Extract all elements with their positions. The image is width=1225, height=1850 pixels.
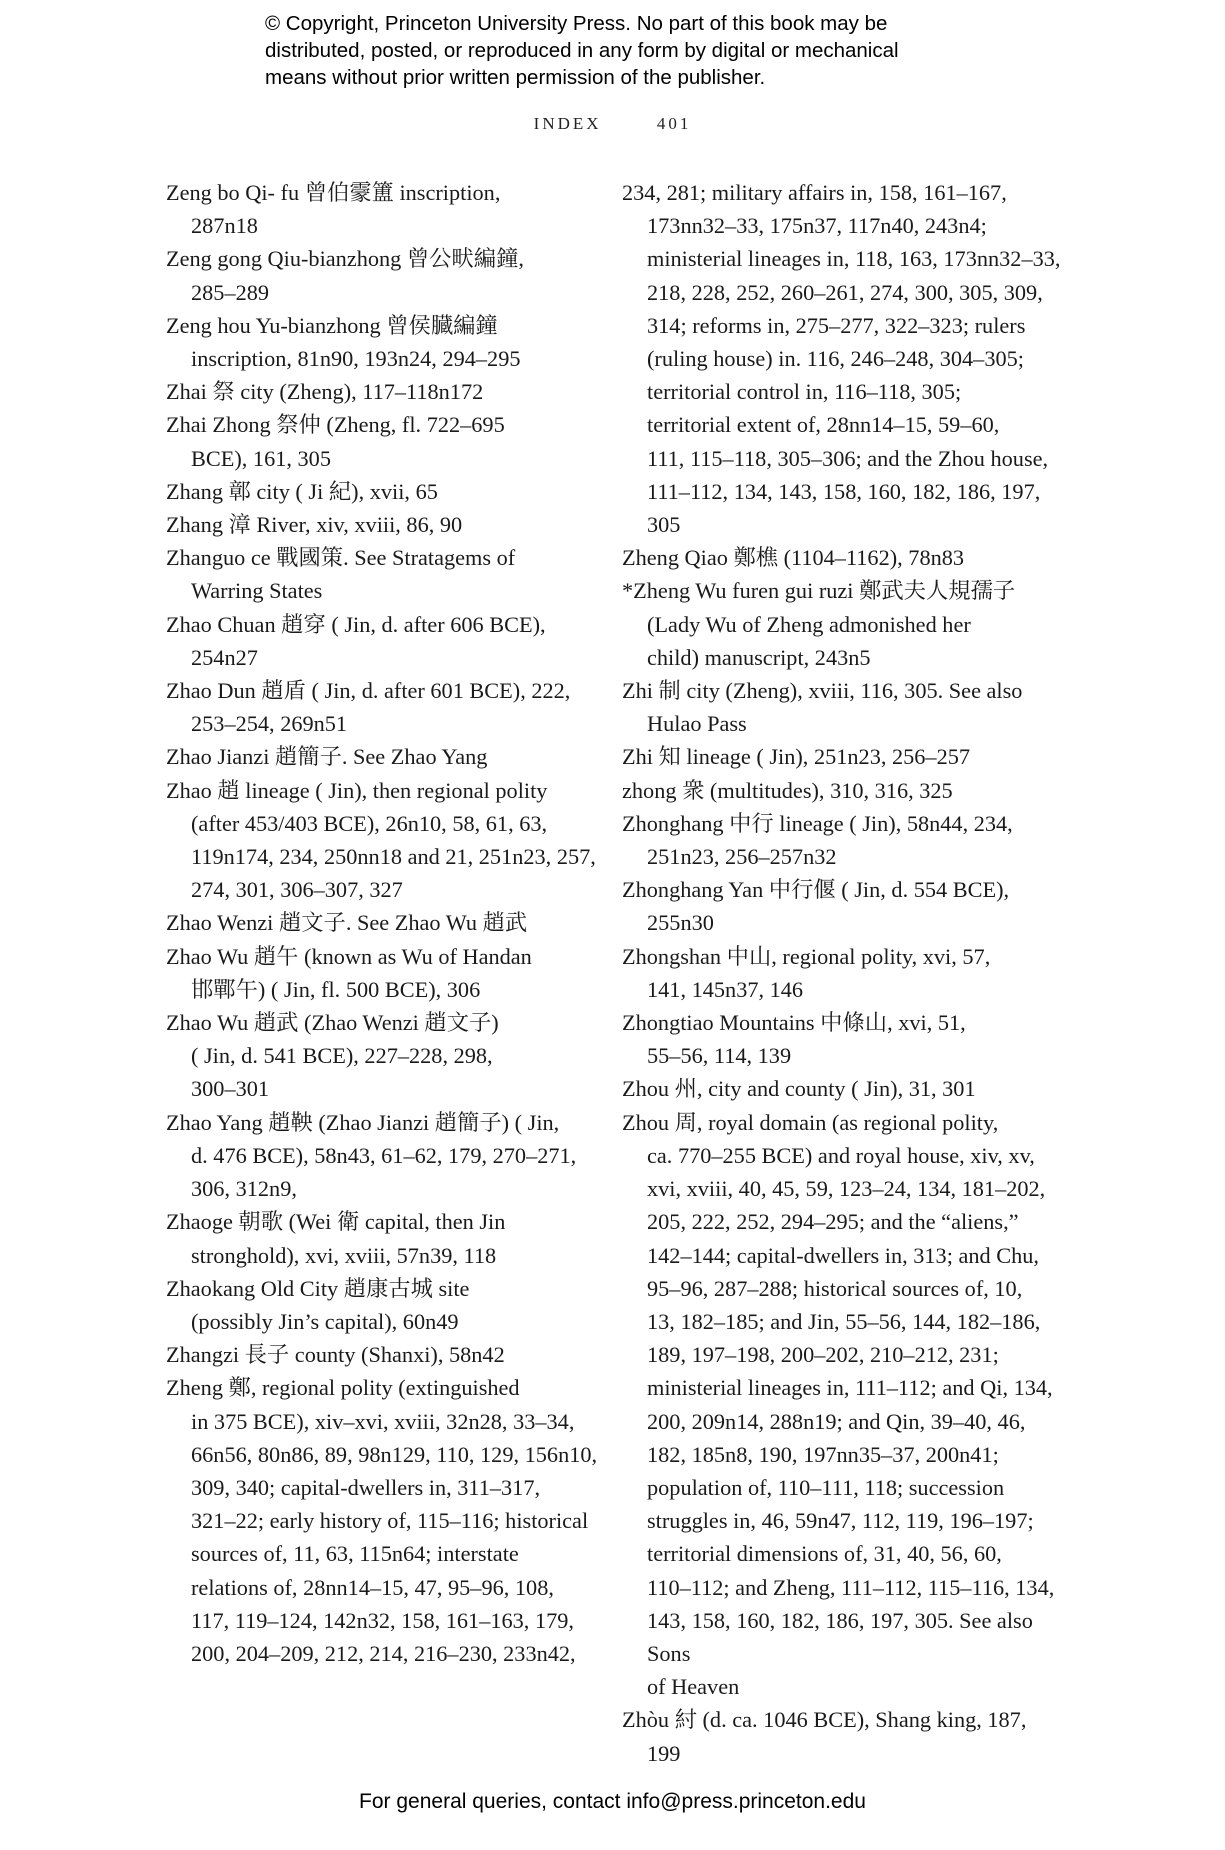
index-entry: Zheng 鄭, regional polity (extinguished in 375 BCE), xiv–xvi, xviii, 32n28, 33–34, 66n56, 80n86, 89, 98n129, 110, 129, 156n10, 309, 340; capital-dwellers in, 311–317, 321–22; early history of, 115–116; historical sources of, 11, 63, 115n64; interstate relations of, 28nn14–15, 47, 95–96, 108, 117, 119–124, 142n32, 158, 161–163, 179, 200, 204–209, 212, 214, 216–230, 233n42, [166, 1375, 598, 1666]
index-entry: Zhangzi 長子 county (Shanxi), 58n42 [166, 1342, 505, 1368]
copyright-line: © Copyright, Princeton University Press. No part of this book may be [265, 12, 888, 35]
index-column-right [622, 176, 1062, 1770]
index-entry: Zheng Qiao 鄭樵 (1104–1162), 78n83 [622, 545, 965, 571]
index-entry: Zhai 祭 city (Zheng), 117–118n172 [166, 379, 484, 405]
index-entry: Zeng hou Yu-bianzhong 曾侯臓編鐘 inscription, 81n90, 193n24, 294–295 [166, 312, 521, 372]
index-entry: Zhou 周, royal domain (as regional polity, ca. 770–255 BCE) and royal house, xiv, xv, xvi, xviii, 40, 45, 59, 123–24, 134, 181–202, 205, 222, 252, 294–295; and the “aliens,” 142–144; capital-dwellers in, 313; and Chu, 95–96, 287–288; historical sources of, 10, 13, 182–185; and Jin, 55–56, 144, 182–186, 189, 197–198, 200–202, 210–212, 231; ministerial lineages in, 111–112; and Qi, 134, 200, 209n14, 288n19; and Qin, 39–40, 46, 182, 185n8, 190, 197nn35–37, 200n41; population of, 110–111, 118; succession struggles in, 46, 59n47, 112, 119, 196–197; territorial dimensions of, 31, 40, 56, 60, 110–112; and Zheng, 111–112, 115–116, 134, 143, 158, 160, 182, 186, 197, 305. See also Sons of Heaven [622, 1109, 1055, 1700]
index-entry: zhong 衆 (multitudes), 310, 316, 325 [622, 777, 953, 803]
copyright-line: distributed, posted, or reproduced in any form by digital or mechanical [265, 39, 899, 62]
index-entry: Zhang 漳 River, xiv, xviii, 86, 90 [166, 512, 463, 538]
index-entry: Zhonghang Yan 中行偃 ( Jin, d. 554 BCE), 255n30 [622, 877, 1010, 936]
index-entry: Zhou 州, city and county ( Jin), 31, 301 [622, 1076, 976, 1102]
index-entry: Zhao Wu 趙武 (Zhao Wenzi 趙文子) ( Jin, d. 541 BCE), 227–228, 298, 300–301 [166, 1010, 499, 1102]
running-head-title: INDEX [533, 114, 602, 133]
index-entry-continued: 234, 281; military affairs in, 158, 161–167, 173nn32–33, 175n37, 117n40, 243n4; ministerial lineages in, 118, 163, 173nn32–33, 218, 228, 252, 260–261, 274, 300, 305, 309, 314; reforms in, 275–277, 322–323; rulers (ruling house) in. 116, 246–248, 304–305; territorial control in, 116–118, 305; territorial extent of, 28nn14–15, 59–60, 111, 115–118, 305–306; and the Zhou house, 111–112, 134, 143, 158, 160, 182, 186, 197, 305 [622, 180, 1061, 538]
index-entry: Zhaokang Old City 趙康古城 site (possibly Jin’s capital), 60n49 [166, 1275, 470, 1334]
index-entry: *Zheng Wu furen gui ruzi 鄭武夫人規孺子 (Lady Wu of Zheng admonished her child) manuscript, 243n5 [622, 578, 1016, 670]
index-entry: Zhaoge 朝歌 (Wei 衛 capital, then Jin stronghold), xvi, xviii, 57n39, 118 [166, 1209, 506, 1268]
index-entry: Zhao Dun 趙盾 ( Jin, d. after 601 BCE), 222, 253–254, 269n51 [166, 678, 571, 737]
index-entry: Zhonghang 中行 lineage ( Jin), 58n44, 234, 251n23, 256–257n32 [622, 810, 1013, 870]
copyright-line: means without prior written permission of the publisher. [265, 66, 766, 89]
index-entry: Zeng gong Qiu-bianzhong 曾公畎編鐘, 285–289 [166, 246, 524, 305]
index-entry: Zhongtiao Mountains 中條山, xvi, 51, 55–56, 114, 139 [622, 1010, 966, 1069]
index-entry: Zhòu 紂 (d. ca. 1046 BCE), Shang king, 187, 199 [622, 1707, 1027, 1766]
index-column-left [166, 176, 598, 1670]
index-entry: Zhai Zhong 祭仲 (Zheng, fl. 722–695 BCE), 161, 305 [166, 412, 505, 471]
copyright-notice [265, 10, 1025, 91]
index-entry: Zhao Chuan 趙穿 ( Jin, d. after 606 BCE), 254n27 [166, 611, 546, 670]
index-entry: Zeng bo Qi- fu 曾伯霥簠 inscription, 287n18 [166, 180, 501, 239]
index-entry: Zhi 制 city (Zheng), xviii, 116, 305. See also Hulao Pass [622, 678, 1023, 737]
index-entry: Zhang 鄣 city ( Ji 紀), xvii, 65 [166, 478, 438, 504]
index-entry: Zhao Jianzi 趙簡子. See Zhao Yang [166, 744, 488, 770]
index-entry: Zhi 知 lineage ( Jin), 251n23, 256–257 [622, 744, 971, 770]
index-entry: Zhao 趙 lineage ( Jin), then regional polity (after 453/403 BCE), 26n10, 58, 61, 63, 119n174, 234, 250nn18 and 21, 251n23, 257, 274, 301, 306–307, 327 [166, 777, 596, 903]
index-entry: Zhao Wenzi 趙文子. See Zhao Wu 趙武 [166, 910, 528, 936]
running-head [0, 114, 1225, 134]
index-entry: Zhao Yang 趙鞅 (Zhao Jianzi 趙簡子) ( Jin, d. 476 BCE), 58n43, 61–62, 179, 270–271, 306, 312n9, [166, 1109, 577, 1202]
index-entry: Zhongshan 中山, regional polity, xvi, 57, 141, 145n37, 146 [622, 943, 991, 1002]
page-number: 401 [656, 114, 692, 133]
index-entry: Zhao Wu 趙午 (known as Wu of Handan 邯鄲午) ( Jin, fl. 500 BCE), 306 [166, 943, 532, 1002]
index-entry: Zhanguo ce 戰國策. See Stratagems of Warring States [166, 545, 516, 604]
footer-contact: For general queries, contact info@press.princeton.edu [359, 1790, 866, 1813]
